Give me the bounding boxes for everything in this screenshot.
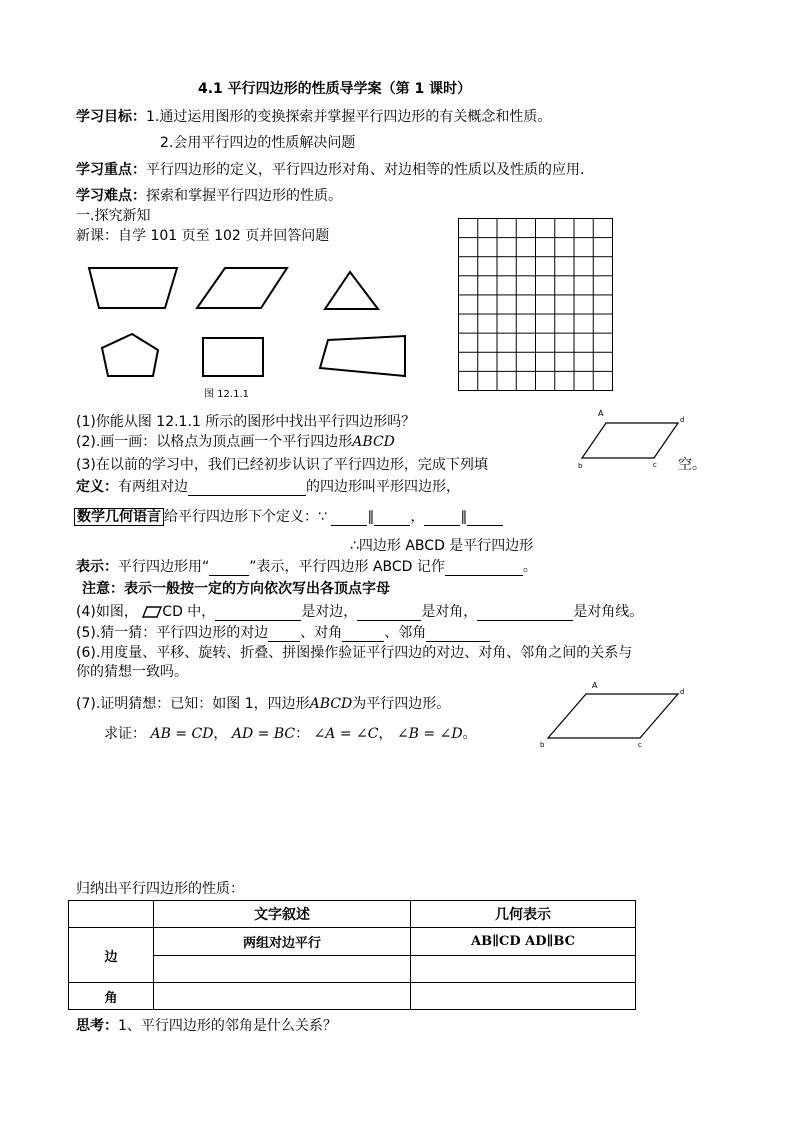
parallelogram-symbol-icon <box>142 606 162 618</box>
difficulties <box>76 187 342 205</box>
prove-end: 。 <box>462 726 477 742</box>
question-4-b: 是对角， <box>421 604 478 620</box>
notation-blank-2[interactable] <box>445 561 523 576</box>
new-lesson: 新课：自学 101 页至 102 页并回答问题 <box>76 228 330 244</box>
key-points-text: 平行四边形的定义，平行四边形对角、对边相等的性质以及性质的应用. <box>146 162 585 178</box>
question-2-name: ABCD <box>352 434 395 450</box>
question-7-name: ABCD <box>309 696 353 712</box>
prove-statement <box>104 725 477 743</box>
q5-blank-2[interactable] <box>342 627 384 642</box>
geometry-language-label: 数学几何语言 <box>74 508 164 526</box>
notation-label: 表示： <box>76 559 118 575</box>
equation-2: AD = BC <box>231 726 296 742</box>
section-heading: 一.探究新知 <box>76 208 151 224</box>
question-1: (1)你能从图 12.1.1 所示的图形中找出平行四边形吗？ <box>76 414 416 430</box>
question-3-tail: 空。 <box>678 457 706 473</box>
vertex-a-label-2: A <box>592 681 598 690</box>
header-text: 文字叙述 <box>154 901 411 928</box>
row-label-sides: 边 <box>69 928 154 983</box>
notation-mid: ”表示，平行四边形 ABCD 记作 <box>249 559 445 575</box>
pentagon-shape <box>102 334 158 376</box>
equation-3: ∠A = ∠C <box>313 726 379 742</box>
think-text: 1、平行四边形的邻角是什么关系？ <box>118 1018 337 1034</box>
prove-label: 求证： <box>104 726 146 742</box>
prove-sep-1: ， <box>213 726 228 742</box>
properties-table <box>68 900 636 1010</box>
parallel-symbol-2: ∥ <box>460 509 468 525</box>
figure-caption: 图 12.1.1 <box>204 389 249 400</box>
question-4-pre: (4)如图， <box>76 604 138 620</box>
parallelogram-figure-2 <box>538 680 688 750</box>
table-cell[interactable] <box>411 983 636 1010</box>
question-7 <box>76 695 450 713</box>
think-question <box>76 1017 337 1035</box>
parallelogram-shape <box>197 268 287 308</box>
blank-4[interactable] <box>467 511 503 526</box>
quadrilateral-shape <box>320 336 405 376</box>
blank-3[interactable] <box>424 511 460 526</box>
equation-4: ∠B = ∠D <box>396 726 463 742</box>
question-5 <box>76 624 490 642</box>
notation <box>76 558 537 576</box>
vertex-c-label-2: c <box>638 741 642 749</box>
geometry-conclusion: ∴四边形 ABCD 是平行四边形 <box>350 538 534 554</box>
table-cell[interactable] <box>411 955 636 983</box>
table-cell: 两组对边平行 <box>154 928 411 956</box>
prove-sep-3: ， <box>378 726 393 742</box>
vertex-b-label: b <box>578 462 583 470</box>
question-5-pre: (5).猜一猜：平行四边形的对边 <box>76 625 269 641</box>
definition-blank[interactable] <box>188 481 306 496</box>
vertex-d-label: d <box>680 416 685 424</box>
equation-1: AB = CD <box>150 726 214 742</box>
question-4-a: 是对边， <box>301 604 358 620</box>
question-5-b: 、邻角 <box>384 625 427 641</box>
question-2 <box>76 433 395 451</box>
objective-2: 2.会用平行四边的性质解决问题 <box>160 135 356 151</box>
notation-blank-1[interactable] <box>209 561 249 576</box>
row-label-angles: 角 <box>69 983 154 1010</box>
definition-post: 的四边形叫平形四边形， <box>306 479 460 495</box>
page-title: 4.1 平行四边形的性质导学案（第 1 课时） <box>198 81 472 97</box>
objective-1: 1.通过运用图形的变换探索并掌握平行四边形的有关概念和性质。 <box>146 109 552 125</box>
q4-blank-1[interactable] <box>215 606 301 621</box>
rectangle-shape <box>203 338 263 376</box>
question-2-text: (2).画一画：以格点为顶点画一个平行四边形 <box>76 434 353 450</box>
key-points-label: 学习重点： <box>76 162 146 178</box>
blank-1[interactable] <box>331 511 367 526</box>
definition <box>76 478 460 496</box>
dot-grid <box>458 218 613 391</box>
objectives-label: 学习目标： <box>76 109 146 125</box>
q5-blank-3[interactable] <box>426 627 490 642</box>
summary-heading: 归纳出平行四边形的性质： <box>76 881 244 897</box>
difficulties-label: 学习难点： <box>76 188 146 204</box>
table-cell[interactable] <box>154 983 411 1010</box>
blank-2[interactable] <box>374 511 410 526</box>
separator: ， <box>410 509 425 525</box>
vertex-b-label-2: b <box>540 741 545 749</box>
note: 注意：表示一般按一定的方向依次写出各顶点字母 <box>82 581 390 597</box>
geometry-language-text: 给平行四边形下个定义：∵ <box>164 509 327 525</box>
definition-pre: 有两组对边 <box>118 479 188 495</box>
question-4-c: 是对角线。 <box>573 604 644 620</box>
parallelogram-figure-1 <box>578 408 688 468</box>
objectives <box>76 108 551 126</box>
question-4 <box>76 603 643 621</box>
table-corner <box>69 901 154 928</box>
prove-sep-2: ： <box>295 726 310 742</box>
question-5-a: 、对角 <box>300 625 343 641</box>
key-points <box>76 161 584 179</box>
difficulties-text: 探索和掌握平行四边形的性质。 <box>146 188 342 204</box>
vertex-d-label-2: d <box>680 688 685 696</box>
geometry-language <box>74 508 503 526</box>
vertex-a-label: A <box>598 409 604 418</box>
header-geometry: 几何表示 <box>411 901 636 928</box>
table-cell: AB∥CD AD∥BC <box>411 928 636 956</box>
q4-blank-3[interactable] <box>477 606 573 621</box>
notation-pre: 平行四边形用“ <box>118 559 210 575</box>
q5-blank-1[interactable] <box>268 627 300 642</box>
shapes-figure <box>75 258 415 400</box>
question-3: (3)在以前的学习中，我们已经初步认识了平行四边形，完成下列填 <box>76 457 488 473</box>
q4-blank-2[interactable] <box>357 606 421 621</box>
parallel-symbol-1: ∥ <box>367 509 375 525</box>
question-7-pre: (7).证明猜想：已知：如图 1，四边形 <box>76 696 310 712</box>
triangle-shape <box>325 272 378 309</box>
definition-label: 定义： <box>76 479 118 495</box>
vertex-c-label: c <box>653 461 657 469</box>
trapezoid-shape <box>89 268 177 308</box>
question-6-line-2: 你的猜想一致吗。 <box>76 664 188 680</box>
notation-end: 。 <box>522 559 537 575</box>
question-4-cd: CD 中， <box>162 604 216 620</box>
table-cell[interactable] <box>154 955 411 983</box>
think-label: 思考： <box>76 1018 118 1034</box>
question-7-post: 为平行四边形。 <box>352 696 451 712</box>
question-6-line-1: (6).用度量、平移、旋转、折叠、拼图操作验证平行四边的对边、对角、邻角之间的关系与 <box>76 645 633 661</box>
